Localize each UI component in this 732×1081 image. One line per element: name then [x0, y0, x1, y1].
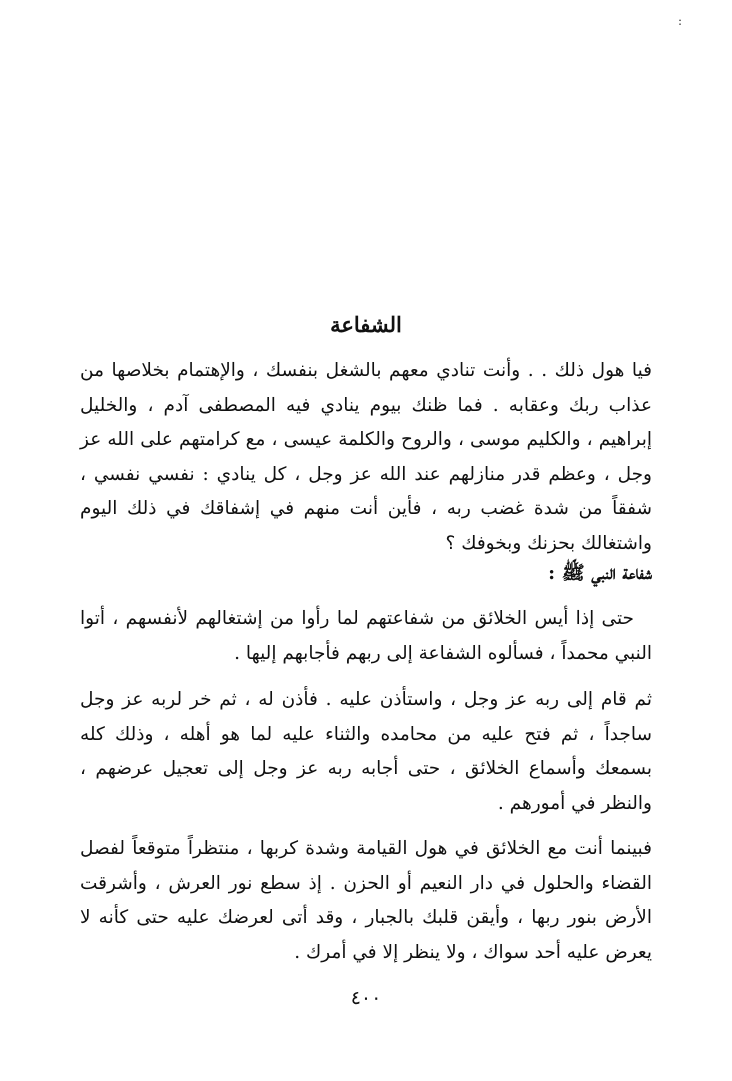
section-title: الشفاعة [330, 312, 402, 337]
subheading-prophet-intercession: شفاعة النبي ﷺ : [548, 562, 652, 584]
paragraph-1: فيا هول ذلك . . وأنت تنادي معهم بالشغل بنفسك ، والإهتمام بخلاصها من عذاب ربك وعقابه . فما ظنك بيوم ينادي فيه المصطفى آدم ، والخليل إبراهيم ، والكليم موسى ، والروح والكلمة عيسى ، مع كرامتهم على الله عز وجل ، وعظم قدر منازلهم عند الله عز وجل ، كل ينادي : نفسي نفسي ، شفقاً من شدة غضب ربه ، فأين أنت منهم في إشفاقك في ذلك اليوم واشتغالك بحزنك وبخوفك ؟ [80, 360, 652, 554]
corner-mark: : [677, 14, 682, 28]
paragraph-2: حتى إذا أيس الخلائق من شفاعتهم لما رأوا من إشتغالهم لأنفسهم ، أتوا النبي محمداً ، فسألوه الشفاعة إلى ربهم فأجابهم إليها . [80, 608, 652, 664]
page-number: ٤٠٠ [350, 987, 382, 1009]
paragraph-3: ثم قام إلى ربه عز وجل ، واستأذن عليه . فأذن له ، ثم خر لربه عز وجل ساجداً ، ثم فتح عليه من محامده والثناء عليه لما هو أهله ، وذلك كله بسمعك وأسماع الخلائق ، حتى أجابه ربه عز وجل إلى تعجيل عرضهم ، والنظر في أمورهم . [80, 689, 652, 814]
paragraph-4: فبينما أنت مع الخلائق في هول القيامة وشدة كربها ، منتظراً متوقعاً لفصل القضاء والحلول في دار النعيم أو الحزن . إذ سطع نور العرش ، وأشرقت الأرض بنور ربها ، وأيقن قلبك بالجبار ، وقد أتى لعرضك عليه حتى كأنه لا يعرض عليه أحد سواك ، ولا ينظر إلا في أمرك . [80, 838, 652, 963]
